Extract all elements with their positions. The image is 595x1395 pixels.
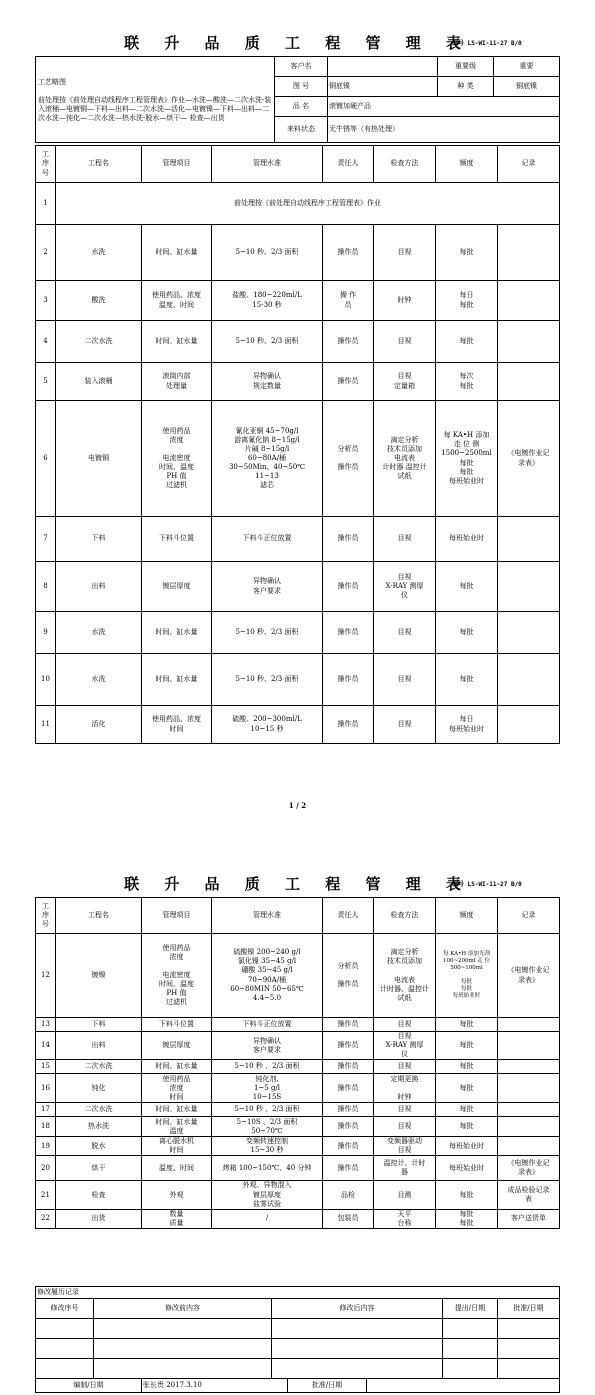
revision-col-before: 修改前内容 [94, 1299, 272, 1319]
process-name-cell: 水洗 [56, 654, 142, 706]
control-item-cell: 下料斗位置 [142, 517, 212, 562]
control-standard-cell: 5~10 秒、2/3 面积 [212, 612, 323, 654]
control-item-cell: 使用药品、浓度 时间 [142, 706, 212, 744]
table-row [36, 401, 560, 517]
table-row [36, 517, 560, 562]
product-value: 滚镀加硬产品 [328, 97, 560, 117]
process-flow-label: 工艺略图 [38, 78, 66, 87]
kind-label: 种 类 [438, 77, 494, 97]
revision-col-no: 修改序号 [36, 1299, 94, 1319]
control-standard-cell: 盐酸、180~220ml/L 15-30 秒 [212, 281, 323, 321]
doc-number: 编号 LS-WI-11-27 B/0 [452, 40, 522, 47]
table-row [36, 1018, 560, 1032]
record-cell [498, 517, 560, 562]
frequency-cell: 每批 [436, 612, 498, 654]
control-item-cell: 滚筒内部 处理量 [142, 363, 212, 401]
control-item-cell: 数量 质量 [142, 1209, 212, 1228]
table-row [36, 225, 560, 281]
drawing-label: 图 号 [275, 77, 328, 97]
frequency-cell: 每日 每班始业时 [436, 706, 498, 744]
control-standard-cell: 外观、异物混入 镀层厚度 盐雾试验 [212, 1181, 323, 1209]
control-standard-cell: 异物确认 客户要求 [212, 1032, 323, 1060]
inspection-method-cell: 目视 [374, 321, 436, 363]
frequency-cell: 每班始业时 [436, 1156, 498, 1181]
process-table-page1 [35, 145, 560, 744]
table-row [36, 654, 560, 706]
responsible-cell: 操作员 [323, 225, 374, 281]
header-cell: 工程名 [56, 146, 142, 183]
step-number-cell: 10 [36, 654, 56, 706]
step-number-cell: 2 [36, 225, 56, 281]
responsible-cell: 操作员 [323, 1137, 374, 1156]
control-item-cell: 时间、缸水量 温度 [142, 1117, 212, 1137]
responsible-cell: 操作员 [323, 654, 374, 706]
table-row [36, 1181, 560, 1209]
control-item-cell: 时间、缸水量 [142, 321, 212, 363]
responsible-cell: 操作员 [323, 1117, 374, 1137]
inspection-method-cell: 目视 X-RAY 测厚 仪 [374, 1032, 436, 1060]
record-cell [498, 225, 560, 281]
table-row [36, 363, 560, 401]
header-cell: 工程名 [56, 898, 142, 934]
record-cell [498, 1103, 560, 1117]
step-number-cell: 12 [36, 934, 56, 1018]
record-cell: 客户送货单 [498, 1209, 560, 1228]
step-number-cell: 4 [36, 321, 56, 363]
process-name-cell: 镀镍 [56, 934, 142, 1018]
inspection-method-cell: 滴定分析 技术员添加 电流表 计时器 温控计 试纸 [374, 401, 436, 517]
page-title-2: 联 升 品 质 工 程 管 理 表 [124, 875, 471, 893]
material-label: 来料状态 [275, 117, 328, 143]
control-standard-cell: 烤箱 100~150℃、40 分钟 [212, 1156, 323, 1181]
step-number-cell: 18 [36, 1117, 56, 1137]
frequency-cell: 每班始业时 [436, 1137, 498, 1156]
table-row [36, 1137, 560, 1156]
header-cell: 责任人 [323, 898, 374, 934]
frequency-cell: 每批 [436, 1181, 498, 1209]
control-item-cell: 温度、时间 [142, 1156, 212, 1181]
page-title: 联 升 品 质 工 程 管 理 表 [124, 34, 471, 52]
product-label: 品 名 [275, 97, 328, 117]
inspection-method-cell: 天平 台称 [374, 1209, 436, 1228]
drawing-value: 铜底镍 [328, 77, 438, 97]
table-row [36, 183, 560, 225]
revision-col-after: 修改后内容 [272, 1299, 443, 1319]
process-name-cell: 检查 [56, 1181, 142, 1209]
control-item-cell: 使用药品、浓度 温度、时间 [142, 281, 212, 321]
control-item-cell: 使用药品 浓度 时间 [142, 1074, 212, 1103]
record-cell [498, 321, 560, 363]
record-cell [498, 1060, 560, 1074]
revision-row [36, 1339, 560, 1359]
record-cell [498, 1117, 560, 1137]
control-item-cell: 离心脱水机 时间 [142, 1137, 212, 1156]
frequency-cell: 每批 [436, 1074, 498, 1103]
control-standard-cell: 变频转速控制 15~30 秒 [212, 1137, 323, 1156]
record-cell [498, 1018, 560, 1032]
revision-row [36, 1359, 560, 1379]
doc-number-2: 编号 LS-WI-11-27 B/0 [452, 881, 522, 888]
process-name-cell: 下料 [56, 1018, 142, 1032]
table-row [36, 612, 560, 654]
record-cell [498, 562, 560, 612]
control-standard-cell: 5~10S 、2/3 面积 50~70℃ [212, 1117, 323, 1137]
control-item-cell: 使用药品 浓度 电流密度 时间、温度 PH 值 过滤机 [142, 401, 212, 517]
control-standard-cell: 5~10 秒、2/3 面积 [212, 225, 323, 281]
responsible-cell: 操作员 [323, 1103, 374, 1117]
step-number-cell: 7 [36, 517, 56, 562]
compile-label: 编制/日期 [36, 1379, 142, 1393]
header-cell: 检查方法 [374, 898, 436, 934]
step-number-cell: 9 [36, 612, 56, 654]
responsible-cell: 分析员 操作员 [323, 401, 374, 517]
step-number-cell: 5 [36, 363, 56, 401]
step-number-cell: 20 [36, 1156, 56, 1181]
header-cell: 记录 [498, 898, 560, 934]
approve-value [367, 1379, 560, 1393]
control-item-cell: 时间、缸水量 [142, 225, 212, 281]
table-row [36, 562, 560, 612]
header-cell: 管理水准 [212, 898, 323, 934]
table-row [36, 1117, 560, 1137]
control-standard-cell: 异物确认 规定数量 [212, 363, 323, 401]
table-row [36, 1156, 560, 1181]
inspection-method-cell: 目视 [374, 654, 436, 706]
header-cell: 工 序 号 [36, 146, 56, 183]
table-row [36, 934, 560, 1018]
level-value: 重要 [494, 57, 560, 77]
record-cell: 《电镀作业记 录表》 [498, 1156, 560, 1181]
frequency-cell: 每批 [436, 1117, 498, 1137]
revision-col-approve: 批准/日期 [498, 1299, 560, 1319]
responsible-cell: 操作员 [323, 1032, 374, 1060]
inspection-method-cell: 目视 [374, 706, 436, 744]
step-number-cell: 3 [36, 281, 56, 321]
control-standard-cell: 下料斗正位放置 [212, 517, 323, 562]
frequency-cell: 每批 [436, 1103, 498, 1117]
record-cell: 《电镀作业记 录表》 [498, 401, 560, 517]
control-standard-cell: 氰化亚铜 45~70g/l 游离氰化钠 8~15g/l 片碱 8~15g/l 60~80A/桶 30~50Min、40~50℃ 11~13 滤芯 [212, 401, 323, 517]
responsible-cell: 操作员 [323, 1060, 374, 1074]
customer-value [328, 57, 438, 77]
inspection-method-cell: 定期更换 时钟 [374, 1074, 436, 1103]
record-cell [498, 1032, 560, 1060]
process-flow-text: 前处理按《前处理自动线程序工程管理表》作业—水洗—酸洗—二次水洗-装入滚桶—电镀铜—下料—出料—二次水洗—活化—电镀镍—下料—出料—二次水洗—钝化—二次水洗—热水洗-脱水—烘干— 检查—出货 [38, 96, 272, 123]
table-row [36, 1103, 560, 1117]
header-cell: 频度 [436, 898, 498, 934]
responsible-cell: 操作员 [323, 321, 374, 363]
signature-table [35, 1378, 560, 1393]
inspection-method-cell: 目视 [374, 1018, 436, 1032]
process-name-cell: 二次水洗 [56, 1060, 142, 1074]
responsible-cell: 操作员 [323, 1156, 374, 1181]
inspection-method-cell: 目视 定量箱 [374, 363, 436, 401]
record-cell: 《电镀作业记 录表》 [498, 934, 560, 1018]
process-name-cell: 活化 [56, 706, 142, 744]
control-item-cell: 外观 [142, 1181, 212, 1209]
control-standard-cell: 异物确认 客户要求 [212, 562, 323, 612]
header-cell: 记录 [498, 146, 560, 183]
process-name-cell: 出料 [56, 562, 142, 612]
inspection-method-cell: 目视 [374, 1117, 436, 1137]
material-value: 无牛锈等（有热处理） [328, 117, 560, 143]
control-standard-cell: / [212, 1209, 323, 1228]
page-number: 1 / 2 [288, 801, 307, 810]
step-number-cell: 11 [36, 706, 56, 744]
control-item-cell: 时间、缸水量 [142, 612, 212, 654]
inspection-method-cell: 温控计、计时 器 [374, 1156, 436, 1181]
process-name-cell: 出料 [56, 1032, 142, 1060]
frequency-cell: 每 KA•H 添加光剂 100~200ml 走 位 500~100ml 每批 每批 每班始业时 [436, 934, 498, 1018]
table-row [36, 1060, 560, 1074]
table-row [36, 1209, 560, 1228]
responsible-cell: 操 作 员 [323, 281, 374, 321]
header-row [36, 146, 560, 183]
customer-label: 客户名 [275, 57, 328, 77]
frequency-cell: 每批 [436, 562, 498, 612]
responsible-cell: 操作员 [323, 517, 374, 562]
revision-table [35, 1286, 560, 1379]
frequency-cell: 每批 [436, 1018, 498, 1032]
control-standard-cell: 5~10 秒 、2/3 面积 [212, 1060, 323, 1074]
responsible-cell: 操作员 [323, 706, 374, 744]
table-row [36, 281, 560, 321]
process-name-cell: 钝化 [56, 1074, 142, 1103]
record-cell [498, 654, 560, 706]
frequency-cell: 每班始业时 [436, 517, 498, 562]
revision-col-proposer: 提出/日期 [443, 1299, 498, 1319]
header-cell: 管理项目 [142, 898, 212, 934]
process-name-cell: 脱水 [56, 1137, 142, 1156]
table-row [36, 706, 560, 744]
inspection-method-cell: 目视 X-RAY 测厚 仪 [374, 562, 436, 612]
control-item-cell: 使用药品 浓度 电流密度 时间、温度 PH 值 过滤机 [142, 934, 212, 1018]
process-name-cell: 热水洗 [56, 1117, 142, 1137]
step-number-cell: 13 [36, 1018, 56, 1032]
approve-label: 批准/日期 [288, 1379, 367, 1393]
info-table [35, 56, 560, 143]
responsible-cell: 操作员 [323, 562, 374, 612]
control-standard-cell: 钝化剂, 1~5 g/l 10~15S [212, 1074, 323, 1103]
record-cell: 成品检验记录 表 [498, 1181, 560, 1209]
step-number-cell: 15 [36, 1060, 56, 1074]
header-cell: 管理水准 [212, 146, 323, 183]
header-row [36, 898, 560, 934]
control-item-cell: 时间、缸水量 [142, 654, 212, 706]
frequency-cell: 每日 每批 [436, 281, 498, 321]
inspection-method-cell: 目视 [374, 225, 436, 281]
process-name-cell: 二次水洗 [56, 321, 142, 363]
responsible-cell: 分析员 操作员 [323, 934, 374, 1018]
step-number-cell: 21 [36, 1181, 56, 1209]
process-flow-cell [36, 57, 275, 143]
step-number-cell: 14 [36, 1032, 56, 1060]
control-standard-cell: 5~10 秒 、2/3 面积 [212, 1103, 323, 1117]
control-item-cell: 镀层厚度 [142, 1032, 212, 1060]
responsible-cell: 包装员 [323, 1209, 374, 1228]
pretreatment-cell: 前处理按《前处理自动线程序工程管理表》作业 [56, 183, 560, 225]
responsible-cell: 操作员 [323, 363, 374, 401]
responsible-cell: 品检 [323, 1181, 374, 1209]
step-number-cell: 17 [36, 1103, 56, 1117]
step-number-cell: 19 [36, 1137, 56, 1156]
step-number-cell: 22 [36, 1209, 56, 1228]
frequency-cell: 每次 每批 [436, 363, 498, 401]
inspection-method-cell: 目视 [374, 1103, 436, 1117]
table-row [36, 321, 560, 363]
process-table-page2 [35, 897, 560, 1229]
record-cell [498, 281, 560, 321]
compile-value: 张长贵 2017.3.10 [142, 1379, 288, 1393]
control-item-cell: 时间、缸水量 [142, 1060, 212, 1074]
process-name-cell: 下料 [56, 517, 142, 562]
frequency-cell: 每批 [436, 225, 498, 281]
control-item-cell: 镀层厚度 [142, 562, 212, 612]
header-cell: 频度 [436, 146, 498, 183]
responsible-cell: 操作员 [323, 612, 374, 654]
process-name-cell: 酸洗 [56, 281, 142, 321]
record-cell [498, 1074, 560, 1103]
record-cell [498, 363, 560, 401]
header-cell: 管理项目 [142, 146, 212, 183]
inspection-method-cell: 时钟 [374, 281, 436, 321]
frequency-cell: 每 KA•H 添加 走 位 测 1500~2500ml 每批 每批 每班始业时 [436, 401, 498, 517]
control-standard-cell: 下料斗正位放置 [212, 1018, 323, 1032]
frequency-cell: 每批 [436, 1032, 498, 1060]
process-name-cell: 二次水洗 [56, 1103, 142, 1117]
control-item-cell: 下料斗位置 [142, 1018, 212, 1032]
responsible-cell: 操作员 [323, 1018, 374, 1032]
inspection-method-cell: 目视 [374, 612, 436, 654]
step-number-cell: 16 [36, 1074, 56, 1103]
process-name-cell: 出货 [56, 1209, 142, 1228]
process-name-cell: 装入滚桶 [56, 363, 142, 401]
responsible-cell: 操作员 [323, 1074, 374, 1103]
revision-row [36, 1319, 560, 1339]
frequency-cell: 每批 [436, 654, 498, 706]
header-cell: 工 序 号 [36, 898, 56, 934]
control-standard-cell: 硫酸、200~300ml/L 10~15 秒 [212, 706, 323, 744]
process-name-cell: 水洗 [56, 612, 142, 654]
control-standard-cell: 硫酸镍 200~240 g/l 氯化镍 35~45 g/l 硼酸 35~45 g/l 70~90A/桶 60~80MIN 50~65℃ 4.4~5.0 [212, 934, 323, 1018]
header-cell: 检查方法 [374, 146, 436, 183]
frequency-cell: 每批 [436, 321, 498, 363]
process-name-cell: 烘干 [56, 1156, 142, 1181]
inspection-method-cell: 目视 [374, 1060, 436, 1074]
level-label: 重要级 [438, 57, 494, 77]
control-item-cell: 时间、缸水量 [142, 1103, 212, 1117]
inspection-method-cell: 变频器驱动 目视 [374, 1137, 436, 1156]
inspection-method-cell: 目视 [374, 517, 436, 562]
process-name-cell: 电镀铜 [56, 401, 142, 517]
inspection-method-cell: 目测 [374, 1181, 436, 1209]
frequency-cell: 每批 每批 [436, 1209, 498, 1228]
revision-title: 修改履历记录 [36, 1287, 560, 1299]
control-standard-cell: 5~10 秒、2/3 面积 [212, 654, 323, 706]
table-row [36, 1074, 560, 1103]
record-cell [498, 706, 560, 744]
record-cell [498, 612, 560, 654]
process-name-cell: 水洗 [56, 225, 142, 281]
step-number-cell: 8 [36, 562, 56, 612]
inspection-method-cell: 滴定分析 技术员添加 电流表 计时器、温控计 试纸 [374, 934, 436, 1018]
kind-value: 铜底镍 [494, 77, 560, 97]
header-cell: 责任人 [323, 146, 374, 183]
record-cell [498, 1137, 560, 1156]
control-standard-cell: 5~10 秒、2/3 面积 [212, 321, 323, 363]
table-row [36, 1032, 560, 1060]
frequency-cell: 每批 [436, 1060, 498, 1074]
step-number-cell: 1 [36, 183, 56, 225]
step-number-cell: 6 [36, 401, 56, 517]
